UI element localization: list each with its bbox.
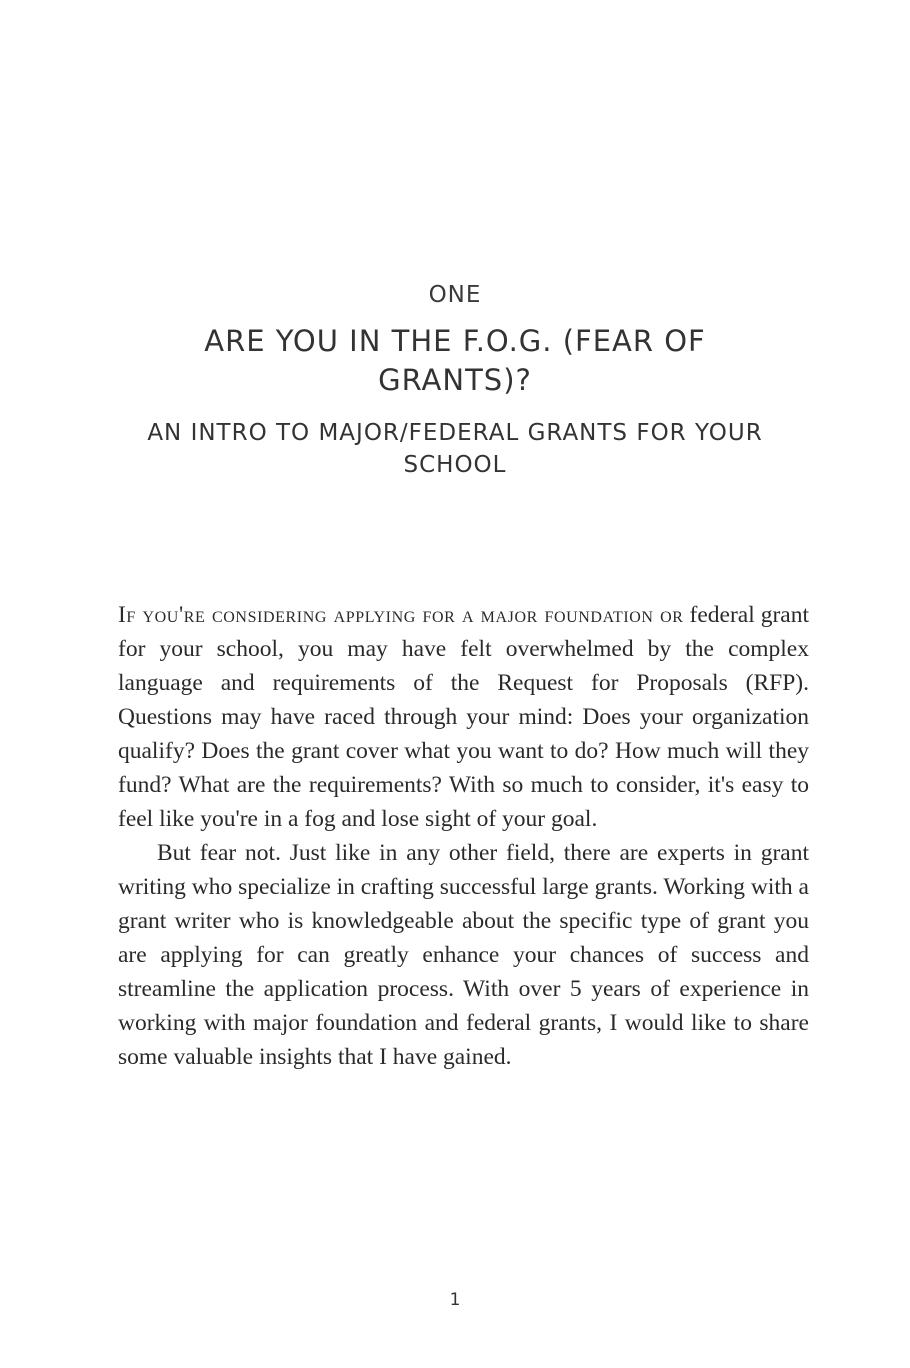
chapter-title: ARE YOU IN THE F.O.G. (FEAR OF GRANTS)? (204, 324, 706, 397)
body-paragraph-2: But fear not. Just like in any other field, there are experts in grant writing who specialize in crafting successful large grants. Working with a grant writer who is knowledgeable about the specific type of grant you are applying for can greatly enhance your chances of success and streamline the application process. With over 5 years of experience in working with major foundation and federal grants, I would like to share some valuable insights that I have gained. (118, 840, 809, 1070)
paragraph-1-text: federal grant for your school, you may have felt overwhelmed by the complex language and requirements of the Request for Proposals (RFP). Questions may have raced through your mind: Does your organization qualify? Does the grant cover what you want to do? How much will they fund? What are the requirements? With so much to consider, it's easy to feel like you're in a fog and lose sight of your goal. (118, 602, 809, 832)
chapter-subtitle: AN INTRO TO MAJOR/FEDERAL GRANTS FOR YOUR SCHOOL (147, 420, 763, 478)
page-number: 1 (449, 1290, 461, 1310)
paragraph-lead-in: If you're considering applying for a major foundation or (118, 602, 684, 628)
body-paragraph-1 (118, 598, 809, 836)
chapter-body (118, 598, 809, 1074)
chapter-number: ONE (428, 282, 482, 308)
